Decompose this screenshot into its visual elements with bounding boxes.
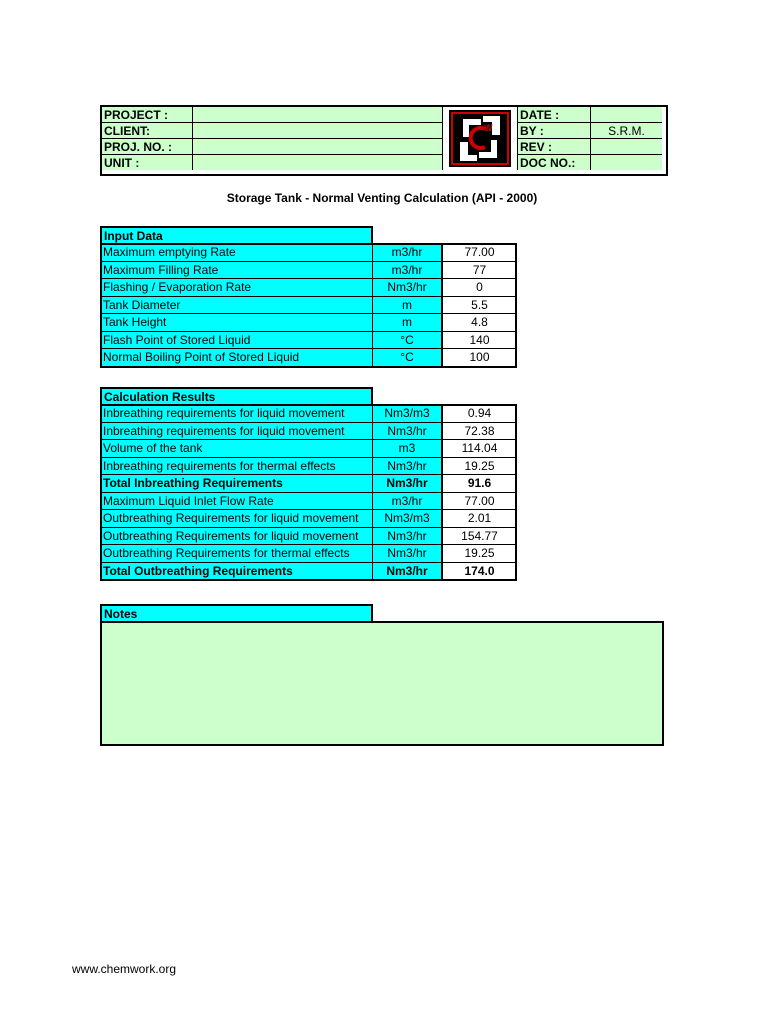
- date-label: DATE :: [518, 107, 591, 123]
- doc-no-label: DOC NO.:: [518, 155, 591, 170]
- input-data-heading: Input Data: [100, 226, 373, 244]
- row-label: Flash Point of Stored Liquid: [101, 332, 373, 350]
- row-unit: m: [373, 297, 443, 315]
- row-unit: Nm3/hr: [373, 423, 443, 441]
- row-label: Inbreathing requirements for thermal effects: [101, 458, 373, 476]
- row-value[interactable]: 100: [443, 349, 516, 367]
- row-label: Total Inbreathing Requirements: [101, 475, 373, 493]
- row-label: Normal Boiling Point of Stored Liquid: [101, 349, 373, 367]
- row-value[interactable]: 77: [443, 262, 516, 280]
- doc-no-value[interactable]: [591, 155, 662, 170]
- row-label: Maximum Filling Rate: [101, 262, 373, 280]
- row-value[interactable]: 114.04: [443, 440, 516, 458]
- rev-value[interactable]: [591, 139, 662, 155]
- row-value[interactable]: 19.25: [443, 545, 516, 563]
- row-label: Outbreathing Requirements for liquid movement: [101, 510, 373, 528]
- row-value[interactable]: 5.5: [443, 297, 516, 315]
- row-label: Tank Height: [101, 314, 373, 332]
- row-label: Maximum Liquid Inlet Flow Rate: [101, 493, 373, 511]
- row-unit: m3/hr: [373, 262, 443, 280]
- row-value[interactable]: 72.38: [443, 423, 516, 441]
- row-unit: Nm3/hr: [373, 458, 443, 476]
- row-label: Inbreathing requirements for liquid movement: [101, 423, 373, 441]
- notes-heading: Notes: [100, 604, 373, 622]
- page-title: Storage Tank - Normal Venting Calculation (API - 2000): [226, 191, 538, 205]
- row-value[interactable]: 91.6: [443, 475, 516, 493]
- row-unit: Nm3/m3: [373, 510, 443, 528]
- row-unit: m3/hr: [373, 244, 443, 262]
- svg-text:W: W: [484, 123, 493, 133]
- project-value[interactable]: [193, 107, 443, 123]
- calculation-results-heading: Calculation Results: [100, 387, 373, 405]
- unit-label: UNIT :: [102, 155, 193, 170]
- project-label: PROJECT :: [102, 107, 193, 123]
- logo-cell: [443, 107, 518, 170]
- row-unit: m3/hr: [373, 493, 443, 511]
- row-unit: °C: [373, 332, 443, 350]
- row-value[interactable]: 2.01: [443, 510, 516, 528]
- row-value[interactable]: 0: [443, 279, 516, 297]
- row-unit: Nm3/hr: [373, 279, 443, 297]
- row-unit: Nm3/hr: [373, 545, 443, 563]
- row-label: Inbreathing requirements for liquid movement: [101, 405, 373, 423]
- rev-label: REV :: [518, 139, 591, 155]
- row-value[interactable]: 4.8: [443, 314, 516, 332]
- row-unit: Nm3/hr: [373, 563, 443, 581]
- header-table: [100, 105, 668, 176]
- row-value[interactable]: 0.94: [443, 405, 516, 423]
- row-label: Total Outbreathing Requirements: [101, 563, 373, 581]
- row-label: Outbreathing Requirements for thermal effects: [101, 545, 373, 563]
- row-unit: Nm3/hr: [373, 528, 443, 546]
- date-value[interactable]: [591, 107, 662, 123]
- by-label: BY :: [518, 123, 591, 139]
- chemwork-logo-icon: [443, 107, 518, 170]
- row-label: Flashing / Evaporation Rate: [101, 279, 373, 297]
- row-value[interactable]: 19.25: [443, 458, 516, 476]
- row-value[interactable]: 140: [443, 332, 516, 350]
- row-value[interactable]: 154.77: [443, 528, 516, 546]
- row-unit: Nm3/m3: [373, 405, 443, 423]
- row-label: Volume of the tank: [101, 440, 373, 458]
- row-label: Outbreathing Requirements for liquid movement: [101, 528, 373, 546]
- row-value[interactable]: 77.00: [443, 244, 516, 262]
- by-value[interactable]: S.R.M.: [591, 123, 662, 139]
- row-value[interactable]: 174.0: [443, 563, 516, 581]
- client-value[interactable]: [193, 123, 443, 139]
- proj-no-value[interactable]: [193, 139, 443, 155]
- unit-value[interactable]: [193, 155, 443, 170]
- row-unit: °C: [373, 349, 443, 367]
- row-value[interactable]: 77.00: [443, 493, 516, 511]
- row-unit: m: [373, 314, 443, 332]
- footer-url[interactable]: www.chemwork.org: [72, 962, 177, 976]
- notes-body[interactable]: [100, 621, 664, 746]
- proj-no-label: PROJ. NO. :: [102, 139, 193, 155]
- row-unit: m3: [373, 440, 443, 458]
- row-label: Maximum emptying Rate: [101, 244, 373, 262]
- row-label: Tank Diameter: [101, 297, 373, 315]
- client-label: CLIENT:: [102, 123, 193, 139]
- row-unit: Nm3/hr: [373, 475, 443, 493]
